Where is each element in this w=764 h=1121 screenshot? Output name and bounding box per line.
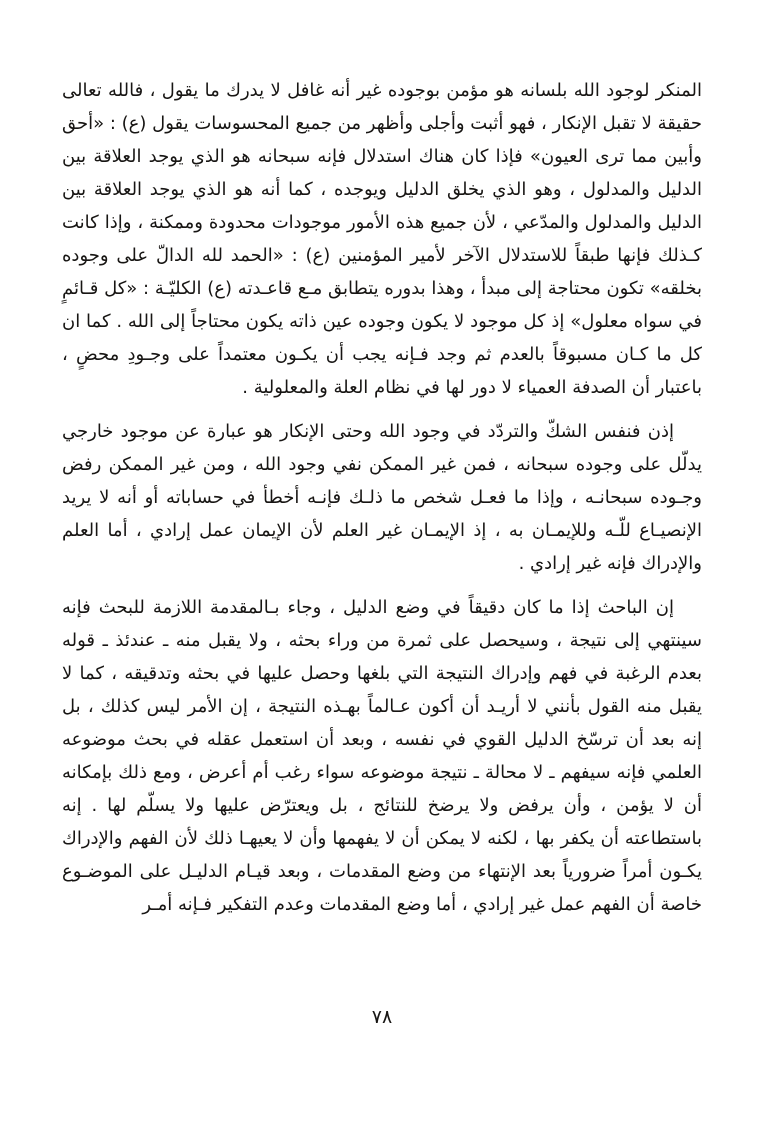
paragraph-1: المنكر لوجود الله بلسانه هو مؤمن بوجوده غير أنه غافل لا يدرك ما يقول ، فالله تعالى حقيقة لا تقبل الإنكار ، فهو أثبت وأجلى وأظهر من جميع المحسوسات يقول (ع) : «أحق وأبين مما ترى العيون» فإذا كان هناك استدلال فإنه سبحانه هو الذي يوجد العلاقة بين الدليل والمدلول ، وهو الذي يخلق الدليل ويوجده ، كما أنه هو الذي يوجد العلاقة بين الدليل والمدلول والمدّعي ، لأن جميع هذه الأمور موجودات محدودة وممكنة ، وإذا كانت كـذلك فإنها طبقاً للاستدلال الآخر لأمير المؤمنين (ع) : «الحمد لله الدالّ على وجوده بخلقه» تكون محتاجة إلى مبدأ ، وهذا بدوره يتطابق مـع قاعـدته (ع) الكليّـة : «كل قـائمٍ في سواه معلول» إذ كل موجود لا يكون وجوده عين ذاته يكون محتاجاً إلى الله . كما ان كل ما كـان مسبوقاً بالعدم ثم وجد فـإنه يجب أن يكـون معتمداً على وجـودِ محضٍ ، باعتبار أن الصدفة العمياء لا دور لها في نظام العلة والمعلولية . bbox=[61, 80, 702, 398]
paragraph-2: إذن فنفس الشكّ والتردّد في وجود الله وحتى الإنكار هو عبارة عن موجود خارجي يدلّل على وجوده سبحانه ، فمن غير الممكن نفي وجود الله ، ومن غير الممكن رفض وجـوده سبحانـه ، وإذا ما فعـل شخص ما ذلـك فإنـه أخطأ في حساباته أو أنه لا يريد الإنصيـاع للّـه وللإيمـان به ، إذ الإيمـان غير العلم لأن الإيمان عمل إرادي ، أما العلم والإدراك فإنه غير إرادي . bbox=[62, 421, 702, 574]
page-text-block bbox=[62, 74, 702, 932]
paragraph-3: إن الباحث إذا ما كان دقيقاً في وضع الدليل ، وجاء بـالمقدمة اللازمة للبحث فإنه سينتهي إلى نتيجة ، وسيحصل على ثمرة من وراء بحثه ، ولا يقبل منه ـ عندئذ ـ قوله بعدم الرغبة في فهم وإدراك النتيجة التي بلغها وحصل عليها في بحثه وتدقيقه ، كما لا يقبل منه القول بأنني لا أريـد أن أكون عـالماً بهـذه النتيجة ، إن الأمر ليس كذلك ، بل إنه بعد أن ترسّخ الدليل القوي في نفسه ، وبعد أن استعمل عقله في بحث موضوعه العلمي فإنه سيفهم ـ لا محالة ـ نتيجة موضوعه سواء رغب أم أعرض ، ومع ذلك بإمكانه أن لا يؤمن ، وأن يرفض ولا يرضخ للنتائج ، بل ويعترّض عليها ولا يسلّم لها . إنه باستطاعته أن يكفر بها ، لكنه لا يمكن أن لا يفهمها وأن لا يعيهـا ذلك لأن الفهم والإدراك يكـون أمراً ضرورياً بعد الإنتهاء من وضع المقدمات ، وبعد قيـام الدليـل على الموضـوع خاصة أن الفهم عمل غير إرادي ، أما وضع المقدمات وعدم التفكير فـإنه أمـر bbox=[62, 597, 702, 915]
page-number: ٧٨ bbox=[371, 1006, 393, 1028]
